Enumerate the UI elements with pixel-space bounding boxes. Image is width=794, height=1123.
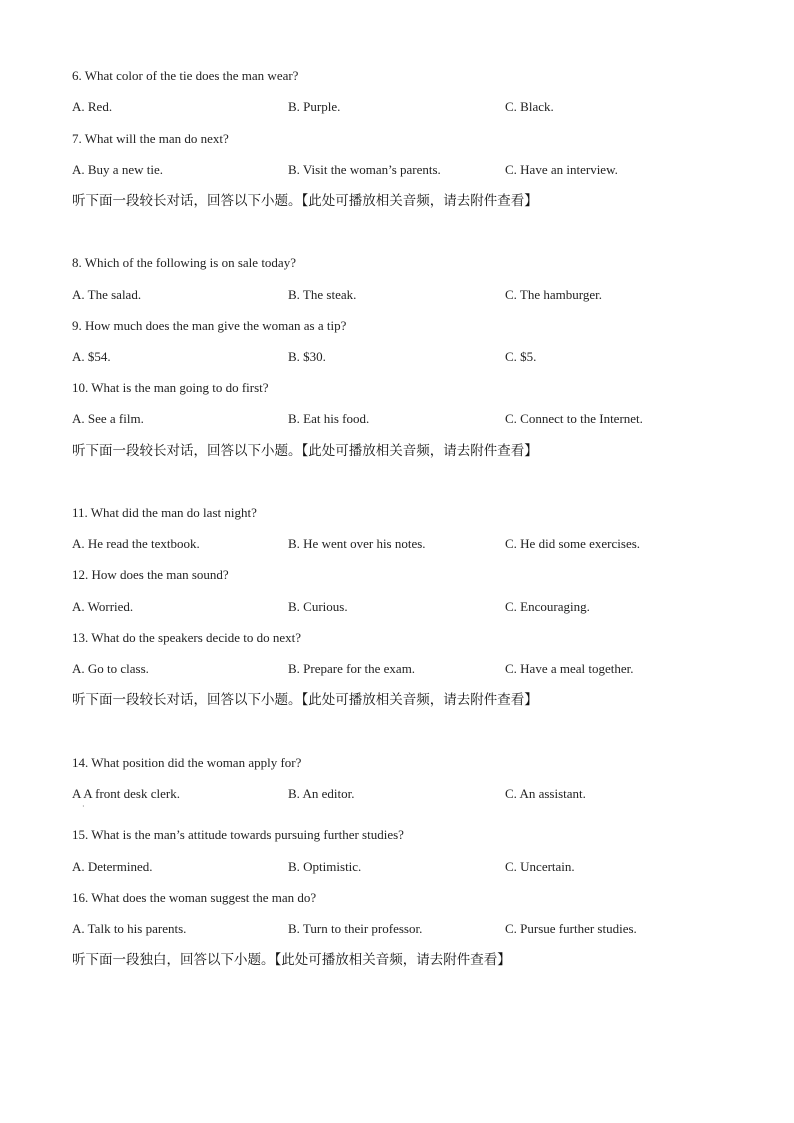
option-a[interactable]: A. Worried.: [72, 599, 134, 614]
option-c[interactable]: C. An assistant.: [505, 786, 586, 801]
option-c[interactable]: C. Black.: [505, 99, 554, 114]
question-text: 9. How much does the man give the woman as a tip?: [72, 318, 347, 333]
option-b[interactable]: B. $30.: [288, 349, 326, 364]
option-c[interactable]: C. Have a meal together.: [505, 661, 634, 676]
option-b[interactable]: B. Purple.: [288, 99, 341, 114]
option-a[interactable]: A. Determined.: [72, 859, 153, 874]
question-text: 16. What does the woman suggest the man do?: [72, 890, 317, 905]
question-text: 12. How does the man sound?: [72, 567, 229, 582]
option-b[interactable]: B. Prepare for the exam.: [288, 661, 416, 676]
option-b[interactable]: B. Turn to their professor.: [288, 921, 423, 936]
option-a[interactable]: A. Go to class.: [72, 661, 149, 676]
audio-instruction: 听下面一段独白，回答以下小题。【此处可播放相关音频，请去附件查看】: [72, 952, 511, 968]
question-text: 10. What is the man going to do first?: [72, 380, 269, 395]
option-a[interactable]: A. The salad.: [72, 287, 142, 302]
question-text: 8. Which of the following is on sale today?: [72, 255, 296, 270]
option-a[interactable]: A. See a film.: [72, 411, 144, 426]
option-c[interactable]: C. He did some exercises.: [505, 536, 641, 551]
question-text: 13. What do the speakers decide to do next?: [72, 630, 301, 645]
option-c[interactable]: C. Uncertain.: [505, 859, 575, 874]
option-b[interactable]: B. Visit the woman’s parents.: [288, 162, 441, 177]
option-a[interactable]: A. He read the textbook.: [72, 536, 200, 551]
option-b[interactable]: B. An editor.: [288, 786, 355, 801]
option-c[interactable]: C. Pursue further studies.: [505, 921, 637, 936]
audio-instruction: 听下面一段较长对话，回答以下小题。【此处可播放相关音频，请去附件查看】: [72, 443, 538, 459]
option-c[interactable]: C. Connect to the Internet.: [505, 411, 643, 426]
audio-instruction: 听下面一段较长对话，回答以下小题。【此处可播放相关音频，请去附件查看】: [72, 193, 538, 209]
question-text: 11. What did the man do last night?: [72, 505, 257, 520]
option-a[interactable]: A. $54.: [72, 349, 111, 364]
option-b[interactable]: B. Curious.: [288, 599, 348, 614]
option-b[interactable]: B. The steak.: [288, 287, 357, 302]
option-a[interactable]: A. Buy a new tie.: [72, 162, 163, 177]
option-a[interactable]: A. Talk to his parents.: [72, 921, 187, 936]
question-text: 14. What position did the woman apply for?: [72, 755, 302, 770]
option-b[interactable]: B. Eat his food.: [288, 411, 370, 426]
option-b[interactable]: B. Optimistic.: [288, 859, 362, 874]
option-c[interactable]: C. $5.: [505, 349, 537, 364]
option-c[interactable]: C. Have an interview.: [505, 162, 618, 177]
option-b[interactable]: B. He went over his notes.: [288, 536, 426, 551]
question-text: 7. What will the man do next?: [72, 131, 229, 146]
option-a[interactable]: A. Red.: [72, 99, 113, 114]
option-c[interactable]: C. The hamburger.: [505, 287, 603, 302]
stray-dot: ·: [82, 802, 85, 811]
option-a[interactable]: A A front desk clerk.: [72, 786, 180, 801]
question-text: 15. What is the man’s attitude towards pursuing further studies?: [72, 827, 404, 842]
option-c[interactable]: C. Encouraging.: [505, 599, 590, 614]
audio-instruction: 听下面一段较长对话，回答以下小题。【此处可播放相关音频，请去附件查看】: [72, 692, 538, 708]
question-text: 6. What color of the tie does the man wear?: [72, 68, 299, 83]
